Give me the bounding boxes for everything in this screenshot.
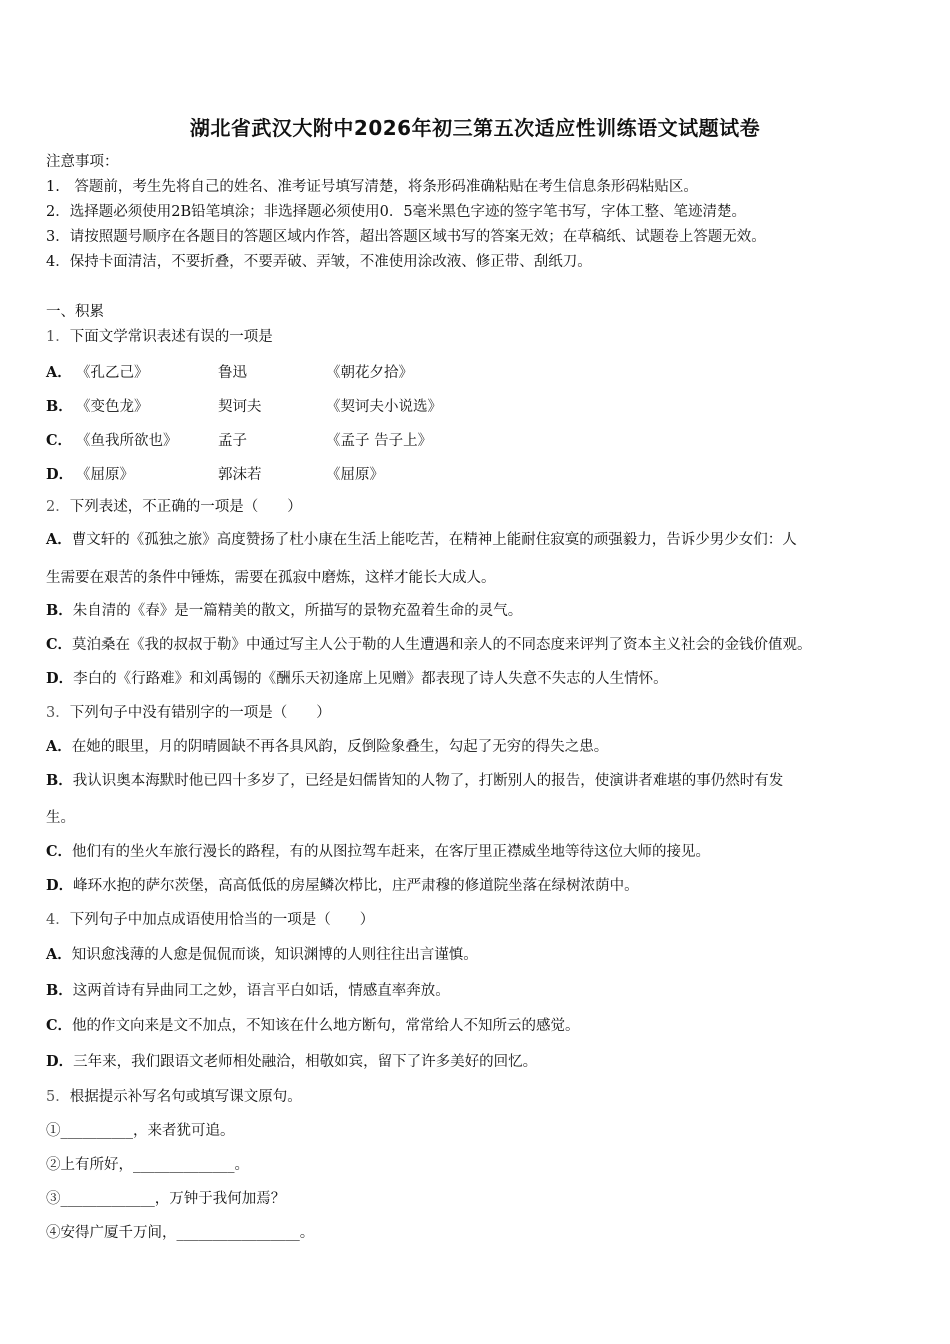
q1-option-d <box>46 463 746 483</box>
fill-blank-item[interactable]: ③_____________，万钟于我何加焉？ <box>46 1191 286 1207</box>
option-text: 莫泊桑在《我的叔叔于勒》中通过写主人公于勒的人生遭遇和亲人的不同态度来评判了资本主义社会的金钱价值观。 <box>72 637 812 653</box>
question-3 <box>46 703 331 723</box>
author: 契诃夫 <box>218 399 262 415</box>
option-letter: A． <box>46 738 72 755</box>
question-stem: 根据提示补写名句或填写课文原句。 <box>69 1089 302 1105</box>
q3-option-b-cont: 生。 <box>46 810 75 826</box>
q2-option-a <box>46 530 797 550</box>
question-number: 1． <box>46 329 70 345</box>
option-letter: D． <box>46 1053 74 1070</box>
q2-option-a-cont: 生需要在艰苦的条件中锤炼，需要在孤寂中磨炼，这样才能长大成人。 <box>46 570 496 586</box>
option-letter: A． <box>46 946 72 963</box>
q4-option-d <box>46 1052 537 1072</box>
option-letter: D． <box>46 877 74 894</box>
q2-option-b <box>46 601 522 621</box>
notice-item: 2．选择题必须使用2B铅笔填涂；非选择题必须使用0．5毫米黑色字迹的签字笔书写，字体工整、笔迹清楚。 <box>46 204 747 220</box>
question-stem: 下面文学常识表述有误的一项是 <box>69 329 273 345</box>
option-letter: A． <box>46 531 72 548</box>
q1-option-a <box>46 361 746 381</box>
option-text: 李白的《行路难》和刘禹锡的《酬乐天初逢席上见赠》都表现了诗人失意不失志的人生情怀。 <box>73 671 668 687</box>
question-number: 3． <box>46 705 70 721</box>
option-text: 这两首诗有异曲同工之妙，语言平白如话，情感直率奔放。 <box>72 983 450 999</box>
exam-title: 湖北省武汉大附中2026年初三第五次适应性训练语文试题试卷 <box>189 116 761 140</box>
question-stem: 下列表述，不正确的一项是（ ） <box>69 499 302 515</box>
q4-option-a <box>46 945 478 965</box>
option-letter: C． <box>46 432 73 449</box>
question-2 <box>46 497 302 517</box>
question-1 <box>46 327 273 347</box>
author: 郭沫若 <box>218 467 262 483</box>
q1-option-c <box>46 429 746 449</box>
book-title: 《契诃夫小说选》 <box>326 399 442 415</box>
option-text: 朱自清的《春》是一篇精美的散文，所描写的景物充盈着生命的灵气。 <box>72 603 523 619</box>
question-stem: 下列句子中没有错别字的一项是（ ） <box>69 705 331 721</box>
option-letter: B． <box>46 398 73 415</box>
option-letter: D． <box>46 670 74 687</box>
q2-option-d <box>46 669 668 689</box>
option-text: 曹文轩的《孤独之旅》高度赞扬了杜小康在生活上能吃苦，在精神上能耐住寂寞的顽强毅力，告诉少男少女们：人 <box>71 532 797 548</box>
option-text: 他的作文向来是文不加点，不知该在什么地方断句，常常给人不知所云的感觉。 <box>72 1018 580 1034</box>
question-5 <box>46 1087 302 1107</box>
notice-item: 3．请按照题号顺序在各题目的答题区域内作答，超出答题区域书写的答案无效；在草稿纸、试题卷上答题无效。 <box>46 229 766 245</box>
book-title: 《朝花夕拾》 <box>326 365 413 381</box>
q3-option-d <box>46 876 639 896</box>
option-letter: D． <box>46 466 74 483</box>
option-letter: C． <box>46 636 73 653</box>
question-number: 5． <box>46 1089 70 1105</box>
option-text: 我认识奥本海默时他已四十多岁了，已经是妇儒皆知的人物了，打断别人的报告，使演讲者难堪的事仍然时有发 <box>72 773 784 789</box>
author: 鲁迅 <box>218 365 247 381</box>
option-text: 他们有的坐火车旅行漫长的路程，有的从图拉驾车赶来，在客厅里正襟威坐地等待这位大师的接见。 <box>72 844 711 860</box>
option-letter: B． <box>46 982 73 999</box>
section-heading: 一、积累 <box>46 304 104 320</box>
fill-blank-item[interactable]: ④安得广厦千万间，_________________。 <box>46 1225 315 1241</box>
option-text: 在她的眼里，月的阴晴圆缺不再各具风韵，反倒险象叠生，勾起了无穷的得失之患。 <box>71 739 609 755</box>
question-number: 2． <box>46 499 70 515</box>
question-4 <box>46 910 374 930</box>
option-letter: B． <box>46 772 73 789</box>
work-title: 《鱼我所欲也》 <box>76 433 178 449</box>
q1-option-b <box>46 395 746 415</box>
option-text: 知识愈浅薄的人愈是侃侃而谈，知识渊博的人则往往出言谨慎。 <box>71 947 478 963</box>
fill-blank-item[interactable]: ①__________，来者犹可追。 <box>46 1123 235 1139</box>
work-title: 《孔乙己》 <box>76 365 149 381</box>
work-title: 《变色龙》 <box>76 399 149 415</box>
question-number: 4． <box>46 912 70 928</box>
option-letter: C． <box>46 1017 73 1034</box>
option-text: 三年来，我们跟语文老师相处融洽，相敬如宾，留下了许多美好的回忆。 <box>73 1054 538 1070</box>
q4-option-b <box>46 981 450 1001</box>
book-title: 《屈原》 <box>326 467 384 483</box>
notice-item: 4．保持卡面清洁，不要折叠，不要弄破、弄皱，不准使用涂改液、修正带、刮纸刀。 <box>46 254 592 270</box>
book-title: 《孟子 告子上》 <box>326 433 433 449</box>
question-stem: 下列句子中加点成语使用恰当的一项是（ ） <box>69 912 375 928</box>
q3-option-c <box>46 842 710 862</box>
notice-heading: 注意事项： <box>46 154 119 170</box>
option-letter: C． <box>46 843 73 860</box>
work-title: 《屈原》 <box>76 467 134 483</box>
author: 孟子 <box>218 433 247 449</box>
option-text: 峰环水抱的萨尔茨堡，高高低低的房屋鳞次栉比，庄严肃穆的修道院坐落在绿树浓荫中。 <box>73 878 639 894</box>
q3-option-a <box>46 737 608 757</box>
q2-option-c <box>46 635 812 655</box>
q4-option-c <box>46 1016 580 1036</box>
option-letter: A． <box>46 364 72 381</box>
q3-option-b <box>46 771 783 791</box>
fill-blank-item[interactable]: ②上有所好，______________。 <box>46 1157 249 1173</box>
option-letter: B． <box>46 602 73 619</box>
notice-item: 1. 答题前，考生先将自己的姓名、准考证号填写清楚，将条形码准确粘贴在考生信息条形码粘贴区。 <box>46 179 698 195</box>
